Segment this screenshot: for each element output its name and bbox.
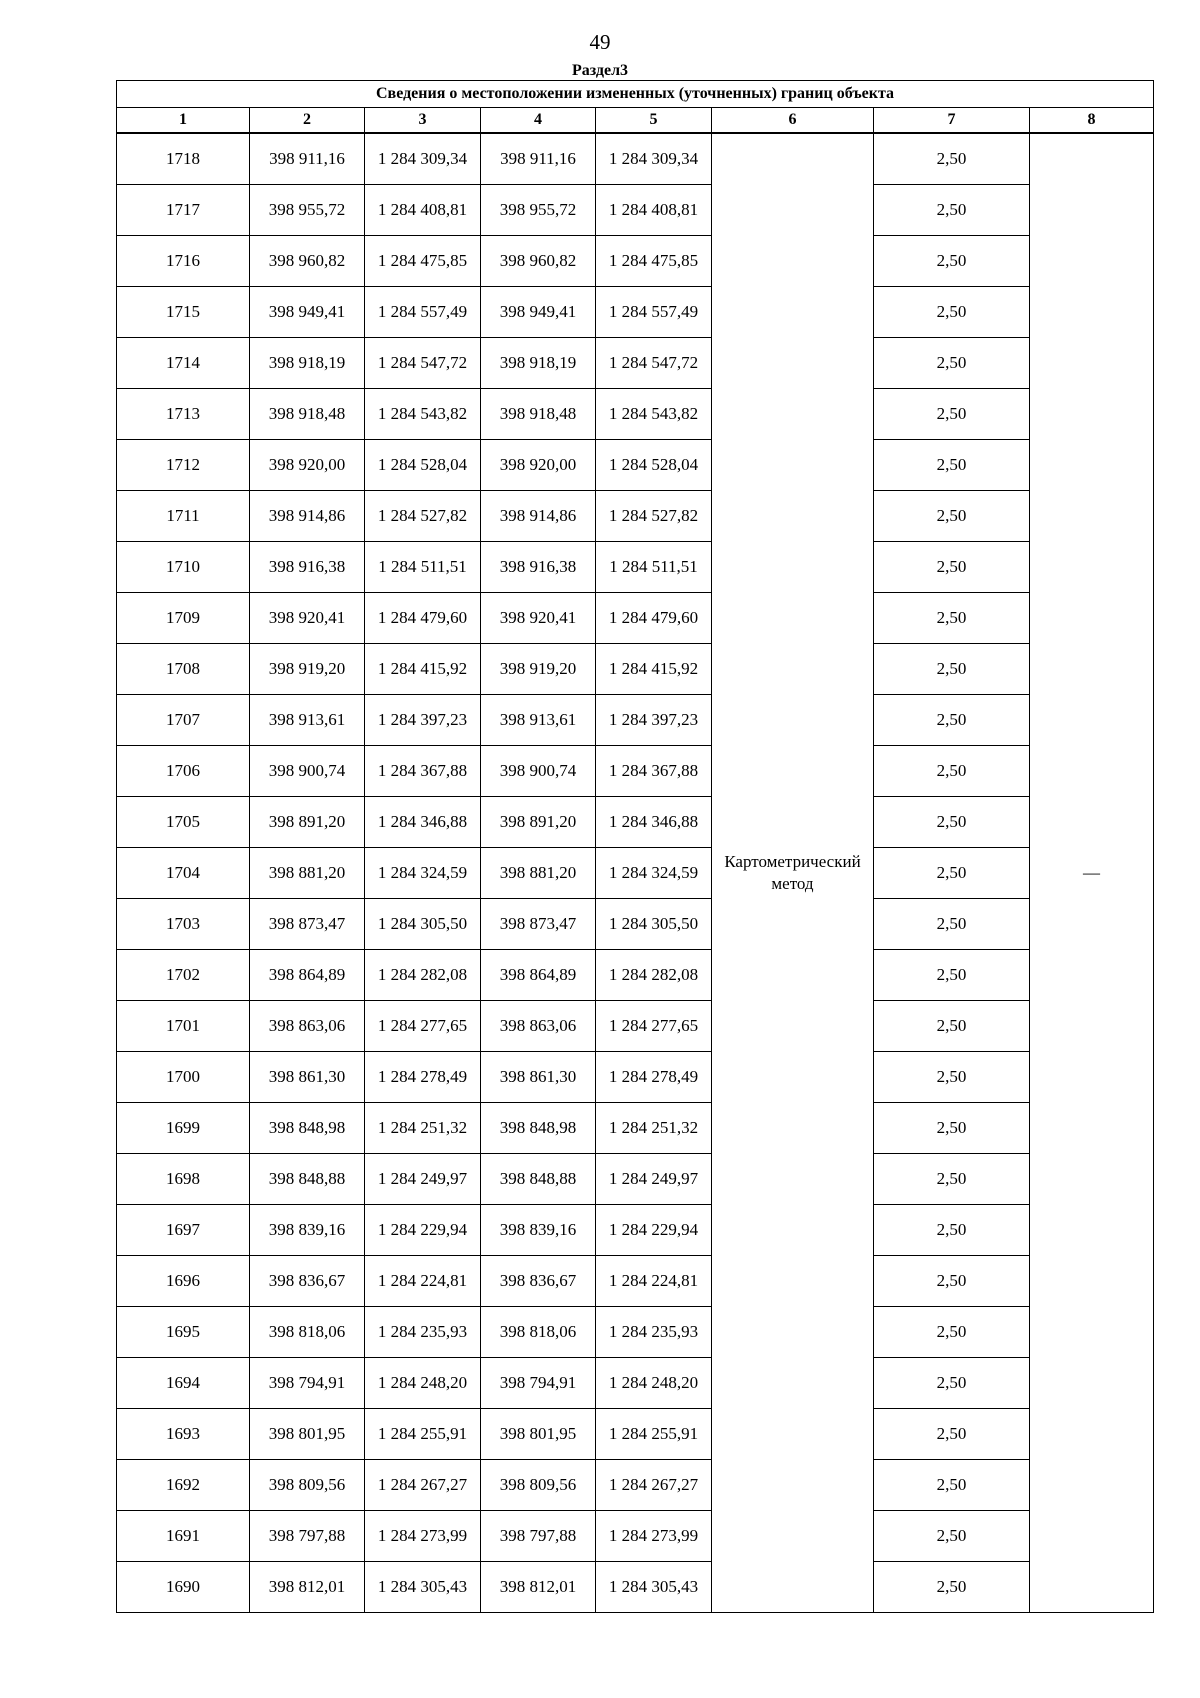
refined-x-cell: 398 809,56 bbox=[481, 1460, 596, 1511]
table-row bbox=[117, 1103, 1154, 1154]
point-number-cell: 1706 bbox=[117, 746, 250, 797]
existing-y-cell: 1 284 224,81 bbox=[365, 1256, 481, 1307]
existing-y-cell: 1 284 367,88 bbox=[365, 746, 481, 797]
refined-x-cell: 398 873,47 bbox=[481, 899, 596, 950]
refined-y-cell: 1 284 251,32 bbox=[596, 1103, 712, 1154]
refined-x-cell: 398 916,38 bbox=[481, 542, 596, 593]
refined-y-cell: 1 284 397,23 bbox=[596, 695, 712, 746]
precision-cell: 2,50 bbox=[874, 1409, 1030, 1460]
existing-x-cell: 398 836,67 bbox=[250, 1256, 365, 1307]
existing-y-cell: 1 284 267,27 bbox=[365, 1460, 481, 1511]
existing-x-cell: 398 797,88 bbox=[250, 1511, 365, 1562]
point-number-cell: 1702 bbox=[117, 950, 250, 1001]
existing-x-cell: 398 949,41 bbox=[250, 287, 365, 338]
refined-y-cell: 1 284 248,20 bbox=[596, 1358, 712, 1409]
existing-x-cell: 398 818,06 bbox=[250, 1307, 365, 1358]
section-title: Раздел3 bbox=[571, 62, 629, 79]
refined-y-cell: 1 284 235,93 bbox=[596, 1307, 712, 1358]
precision-cell: 2,50 bbox=[874, 1256, 1030, 1307]
existing-y-cell: 1 284 397,23 bbox=[365, 695, 481, 746]
table-row bbox=[117, 440, 1154, 491]
existing-x-cell: 398 863,06 bbox=[250, 1001, 365, 1052]
existing-x-cell: 398 812,01 bbox=[250, 1562, 365, 1613]
refined-y-cell: 1 284 557,49 bbox=[596, 287, 712, 338]
existing-x-cell: 398 848,98 bbox=[250, 1103, 365, 1154]
refined-y-cell: 1 284 527,82 bbox=[596, 491, 712, 542]
refined-y-cell: 1 284 305,50 bbox=[596, 899, 712, 950]
existing-y-cell: 1 284 273,99 bbox=[365, 1511, 481, 1562]
refined-x-cell: 398 914,86 bbox=[481, 491, 596, 542]
point-number-cell: 1690 bbox=[117, 1562, 250, 1613]
refined-x-cell: 398 818,06 bbox=[481, 1307, 596, 1358]
refined-x-cell: 398 913,61 bbox=[481, 695, 596, 746]
table-row bbox=[117, 1409, 1154, 1460]
refined-y-cell: 1 284 415,92 bbox=[596, 644, 712, 695]
refined-x-cell: 398 812,01 bbox=[481, 1562, 596, 1613]
precision-cell: 2,50 bbox=[874, 236, 1030, 287]
point-number-cell: 1709 bbox=[117, 593, 250, 644]
existing-y-cell: 1 284 408,81 bbox=[365, 185, 481, 236]
existing-y-cell: 1 284 543,82 bbox=[365, 389, 481, 440]
table-row bbox=[117, 746, 1154, 797]
refined-x-cell: 398 797,88 bbox=[481, 1511, 596, 1562]
column-number-8: 8 bbox=[1030, 108, 1154, 134]
existing-y-cell: 1 284 235,93 bbox=[365, 1307, 481, 1358]
precision-cell: 2,50 bbox=[874, 1307, 1030, 1358]
existing-x-cell: 398 960,82 bbox=[250, 236, 365, 287]
existing-y-cell: 1 284 251,32 bbox=[365, 1103, 481, 1154]
refined-y-cell: 1 284 249,97 bbox=[596, 1154, 712, 1205]
existing-x-cell: 398 918,48 bbox=[250, 389, 365, 440]
table-row bbox=[117, 1001, 1154, 1052]
precision-cell: 2,50 bbox=[874, 593, 1030, 644]
point-number-cell: 1699 bbox=[117, 1103, 250, 1154]
existing-x-cell: 398 916,38 bbox=[250, 542, 365, 593]
existing-x-cell: 398 864,89 bbox=[250, 950, 365, 1001]
point-number-cell: 1715 bbox=[117, 287, 250, 338]
table-row bbox=[117, 1307, 1154, 1358]
column-number-row bbox=[117, 108, 1154, 134]
refined-x-cell: 398 960,82 bbox=[481, 236, 596, 287]
existing-x-cell: 398 809,56 bbox=[250, 1460, 365, 1511]
existing-x-cell: 398 913,61 bbox=[250, 695, 365, 746]
existing-x-cell: 398 848,88 bbox=[250, 1154, 365, 1205]
point-number-cell: 1712 bbox=[117, 440, 250, 491]
existing-y-cell: 1 284 248,20 bbox=[365, 1358, 481, 1409]
precision-cell: 2,50 bbox=[874, 1511, 1030, 1562]
column-8-cell: — bbox=[1030, 133, 1154, 1613]
precision-cell: 2,50 bbox=[874, 644, 1030, 695]
refined-y-cell: 1 284 229,94 bbox=[596, 1205, 712, 1256]
existing-y-cell: 1 284 309,34 bbox=[365, 133, 481, 185]
precision-cell: 2,50 bbox=[874, 1562, 1030, 1613]
point-number-cell: 1717 bbox=[117, 185, 250, 236]
point-number-cell: 1697 bbox=[117, 1205, 250, 1256]
point-number-cell: 1707 bbox=[117, 695, 250, 746]
point-number-cell: 1713 bbox=[117, 389, 250, 440]
existing-x-cell: 398 918,19 bbox=[250, 338, 365, 389]
column-number-3: 3 bbox=[365, 108, 481, 134]
existing-y-cell: 1 284 557,49 bbox=[365, 287, 481, 338]
table-row bbox=[117, 236, 1154, 287]
existing-x-cell: 398 955,72 bbox=[250, 185, 365, 236]
table-caption: Сведения о местоположении измененных (уточненных) границ объекта bbox=[117, 81, 1154, 108]
precision-cell: 2,50 bbox=[874, 338, 1030, 389]
table-row bbox=[117, 389, 1154, 440]
refined-y-cell: 1 284 267,27 bbox=[596, 1460, 712, 1511]
existing-y-cell: 1 284 278,49 bbox=[365, 1052, 481, 1103]
existing-y-cell: 1 284 324,59 bbox=[365, 848, 481, 899]
point-number-cell: 1716 bbox=[117, 236, 250, 287]
existing-x-cell: 398 861,30 bbox=[250, 1052, 365, 1103]
refined-y-cell: 1 284 255,91 bbox=[596, 1409, 712, 1460]
precision-cell: 2,50 bbox=[874, 899, 1030, 950]
refined-y-cell: 1 284 475,85 bbox=[596, 236, 712, 287]
refined-y-cell: 1 284 543,82 bbox=[596, 389, 712, 440]
refined-x-cell: 398 839,16 bbox=[481, 1205, 596, 1256]
precision-cell: 2,50 bbox=[874, 1001, 1030, 1052]
column-number-6: 6 bbox=[712, 108, 874, 134]
existing-y-cell: 1 284 277,65 bbox=[365, 1001, 481, 1052]
refined-y-cell: 1 284 309,34 bbox=[596, 133, 712, 185]
existing-y-cell: 1 284 282,08 bbox=[365, 950, 481, 1001]
refined-y-cell: 1 284 324,59 bbox=[596, 848, 712, 899]
point-number-cell: 1696 bbox=[117, 1256, 250, 1307]
point-number-cell: 1711 bbox=[117, 491, 250, 542]
precision-cell: 2,50 bbox=[874, 1460, 1030, 1511]
existing-y-cell: 1 284 249,97 bbox=[365, 1154, 481, 1205]
method-cell: Картометрический метод bbox=[712, 133, 874, 1613]
table-body bbox=[117, 133, 1154, 1613]
column-number-1: 1 bbox=[117, 108, 250, 134]
refined-y-cell: 1 284 528,04 bbox=[596, 440, 712, 491]
existing-y-cell: 1 284 479,60 bbox=[365, 593, 481, 644]
precision-cell: 2,50 bbox=[874, 133, 1030, 185]
existing-y-cell: 1 284 528,04 bbox=[365, 440, 481, 491]
refined-x-cell: 398 836,67 bbox=[481, 1256, 596, 1307]
point-number-cell: 1705 bbox=[117, 797, 250, 848]
refined-x-cell: 398 920,00 bbox=[481, 440, 596, 491]
point-number-cell: 1714 bbox=[117, 338, 250, 389]
refined-x-cell: 398 848,88 bbox=[481, 1154, 596, 1205]
point-number-cell: 1704 bbox=[117, 848, 250, 899]
point-number-cell: 1694 bbox=[117, 1358, 250, 1409]
table-row bbox=[117, 950, 1154, 1001]
table-row bbox=[117, 491, 1154, 542]
existing-x-cell: 398 873,47 bbox=[250, 899, 365, 950]
table-row bbox=[117, 644, 1154, 695]
refined-x-cell: 398 955,72 bbox=[481, 185, 596, 236]
existing-x-cell: 398 919,20 bbox=[250, 644, 365, 695]
precision-cell: 2,50 bbox=[874, 1103, 1030, 1154]
refined-x-cell: 398 920,41 bbox=[481, 593, 596, 644]
table-row bbox=[117, 1511, 1154, 1562]
precision-cell: 2,50 bbox=[874, 1052, 1030, 1103]
refined-y-cell: 1 284 346,88 bbox=[596, 797, 712, 848]
column-number-5: 5 bbox=[596, 108, 712, 134]
precision-cell: 2,50 bbox=[874, 185, 1030, 236]
refined-y-cell: 1 284 282,08 bbox=[596, 950, 712, 1001]
point-number-cell: 1718 bbox=[117, 133, 250, 185]
refined-x-cell: 398 848,98 bbox=[481, 1103, 596, 1154]
precision-cell: 2,50 bbox=[874, 1154, 1030, 1205]
precision-cell: 2,50 bbox=[874, 746, 1030, 797]
refined-x-cell: 398 918,19 bbox=[481, 338, 596, 389]
point-number-cell: 1693 bbox=[117, 1409, 250, 1460]
refined-y-cell: 1 284 277,65 bbox=[596, 1001, 712, 1052]
precision-cell: 2,50 bbox=[874, 287, 1030, 338]
existing-x-cell: 398 801,95 bbox=[250, 1409, 365, 1460]
existing-x-cell: 398 794,91 bbox=[250, 1358, 365, 1409]
point-number-cell: 1701 bbox=[117, 1001, 250, 1052]
precision-cell: 2,50 bbox=[874, 848, 1030, 899]
refined-x-cell: 398 949,41 bbox=[481, 287, 596, 338]
refined-x-cell: 398 918,48 bbox=[481, 389, 596, 440]
existing-y-cell: 1 284 547,72 bbox=[365, 338, 481, 389]
precision-cell: 2,50 bbox=[874, 440, 1030, 491]
existing-x-cell: 398 920,41 bbox=[250, 593, 365, 644]
existing-x-cell: 398 911,16 bbox=[250, 133, 365, 185]
column-number-2: 2 bbox=[250, 108, 365, 134]
refined-x-cell: 398 801,95 bbox=[481, 1409, 596, 1460]
precision-cell: 2,50 bbox=[874, 491, 1030, 542]
table-row bbox=[117, 1358, 1154, 1409]
table-row bbox=[117, 542, 1154, 593]
refined-y-cell: 1 284 273,99 bbox=[596, 1511, 712, 1562]
existing-y-cell: 1 284 511,51 bbox=[365, 542, 481, 593]
refined-x-cell: 398 863,06 bbox=[481, 1001, 596, 1052]
point-number-cell: 1691 bbox=[117, 1511, 250, 1562]
refined-x-cell: 398 881,20 bbox=[481, 848, 596, 899]
refined-y-cell: 1 284 479,60 bbox=[596, 593, 712, 644]
existing-y-cell: 1 284 229,94 bbox=[365, 1205, 481, 1256]
table-row bbox=[117, 1460, 1154, 1511]
refined-y-cell: 1 284 547,72 bbox=[596, 338, 712, 389]
existing-y-cell: 1 284 415,92 bbox=[365, 644, 481, 695]
point-number-cell: 1692 bbox=[117, 1460, 250, 1511]
precision-cell: 2,50 bbox=[874, 1358, 1030, 1409]
refined-x-cell: 398 794,91 bbox=[481, 1358, 596, 1409]
point-number-cell: 1700 bbox=[117, 1052, 250, 1103]
refined-y-cell: 1 284 408,81 bbox=[596, 185, 712, 236]
table-row bbox=[117, 593, 1154, 644]
table-row bbox=[117, 287, 1154, 338]
existing-x-cell: 398 881,20 bbox=[250, 848, 365, 899]
existing-y-cell: 1 284 255,91 bbox=[365, 1409, 481, 1460]
table-row bbox=[117, 133, 1154, 185]
table-row bbox=[117, 1205, 1154, 1256]
table-row bbox=[117, 1256, 1154, 1307]
point-number-cell: 1710 bbox=[117, 542, 250, 593]
existing-y-cell: 1 284 527,82 bbox=[365, 491, 481, 542]
precision-cell: 2,50 bbox=[874, 695, 1030, 746]
table-row bbox=[117, 185, 1154, 236]
table-row bbox=[117, 338, 1154, 389]
column-number-4: 4 bbox=[481, 108, 596, 134]
existing-y-cell: 1 284 305,50 bbox=[365, 899, 481, 950]
table-row bbox=[117, 848, 1154, 899]
existing-y-cell: 1 284 475,85 bbox=[365, 236, 481, 287]
point-number-cell: 1703 bbox=[117, 899, 250, 950]
precision-cell: 2,50 bbox=[874, 950, 1030, 1001]
point-number-cell: 1708 bbox=[117, 644, 250, 695]
existing-x-cell: 398 914,86 bbox=[250, 491, 365, 542]
table-row bbox=[117, 899, 1154, 950]
refined-x-cell: 398 891,20 bbox=[481, 797, 596, 848]
refined-x-cell: 398 911,16 bbox=[481, 133, 596, 185]
table-row bbox=[117, 1052, 1154, 1103]
existing-y-cell: 1 284 346,88 bbox=[365, 797, 481, 848]
precision-cell: 2,50 bbox=[874, 1205, 1030, 1256]
refined-x-cell: 398 864,89 bbox=[481, 950, 596, 1001]
table-row bbox=[117, 1562, 1154, 1613]
point-number-cell: 1695 bbox=[117, 1307, 250, 1358]
column-number-7: 7 bbox=[874, 108, 1030, 134]
refined-y-cell: 1 284 367,88 bbox=[596, 746, 712, 797]
existing-x-cell: 398 891,20 bbox=[250, 797, 365, 848]
existing-x-cell: 398 900,74 bbox=[250, 746, 365, 797]
table-row bbox=[117, 695, 1154, 746]
refined-y-cell: 1 284 511,51 bbox=[596, 542, 712, 593]
existing-x-cell: 398 839,16 bbox=[250, 1205, 365, 1256]
refined-x-cell: 398 919,20 bbox=[481, 644, 596, 695]
point-number-cell: 1698 bbox=[117, 1154, 250, 1205]
refined-y-cell: 1 284 224,81 bbox=[596, 1256, 712, 1307]
table-row bbox=[117, 1154, 1154, 1205]
refined-x-cell: 398 861,30 bbox=[481, 1052, 596, 1103]
refined-y-cell: 1 284 278,49 bbox=[596, 1052, 712, 1103]
refined-x-cell: 398 900,74 bbox=[481, 746, 596, 797]
existing-y-cell: 1 284 305,43 bbox=[365, 1562, 481, 1613]
precision-cell: 2,50 bbox=[874, 797, 1030, 848]
existing-x-cell: 398 920,00 bbox=[250, 440, 365, 491]
precision-cell: 2,50 bbox=[874, 389, 1030, 440]
page-number: 49 bbox=[589, 30, 611, 54]
precision-cell: 2,50 bbox=[874, 542, 1030, 593]
coordinates-table bbox=[116, 80, 1154, 1613]
table-row bbox=[117, 797, 1154, 848]
refined-y-cell: 1 284 305,43 bbox=[596, 1562, 712, 1613]
